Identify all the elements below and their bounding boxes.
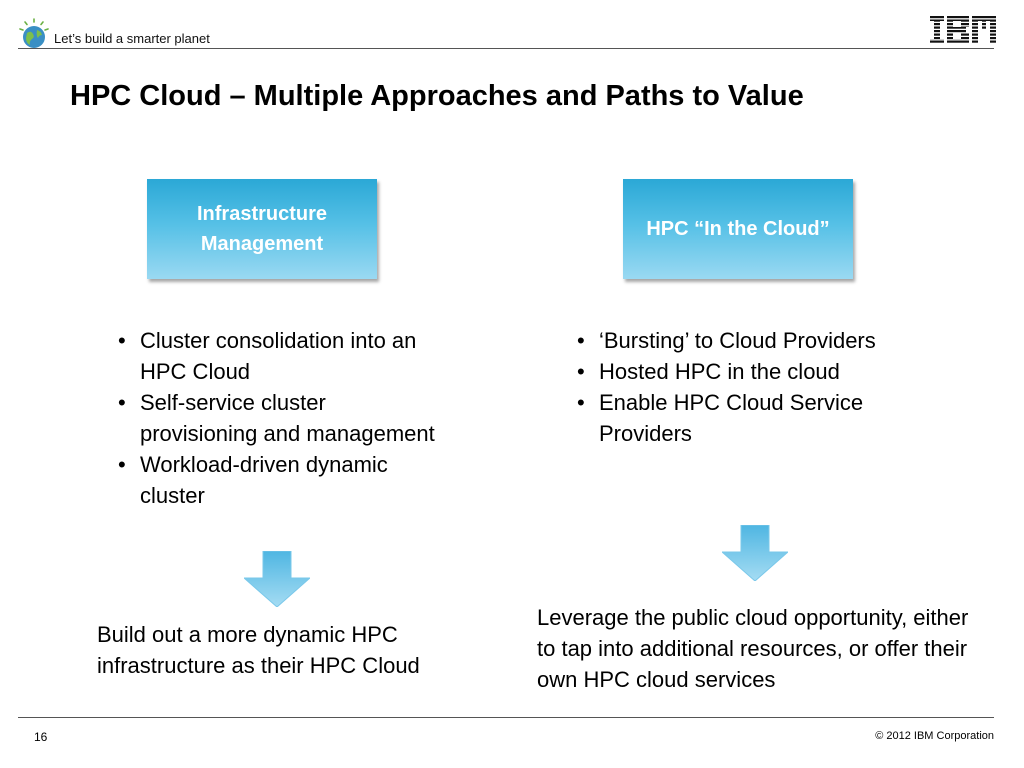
box-label: Infrastructure Management: [196, 203, 328, 255]
list-item: • Cluster consolidation into an HPC Cloud: [115, 325, 445, 387]
box-label: HPC “In the Cloud”: [646, 218, 830, 240]
ibm-logo: [930, 16, 996, 44]
right-bullet-list: [574, 325, 954, 449]
list-item: • Hosted HPC in the cloud: [574, 356, 954, 387]
list-item: • ‘Bursting’ to Cloud Providers: [574, 325, 954, 356]
page-title: HPC Cloud – Multiple Approaches and Paths to Value: [70, 80, 804, 112]
hpc-in-the-cloud-box: [623, 179, 853, 279]
infrastructure-management-box: [147, 179, 377, 279]
header-divider: [18, 48, 994, 49]
down-arrow-icon: [722, 525, 788, 581]
copyright: © 2012 IBM Corporation: [875, 730, 994, 742]
footer-divider: [18, 717, 994, 718]
left-bullet-list: [115, 325, 445, 511]
down-arrow-icon: [244, 551, 310, 607]
list-item: • Self-service cluster provisioning and management: [115, 387, 445, 449]
list-item: • Workload-driven dynamic cluster: [115, 449, 445, 511]
smarter-planet-globe-icon: [18, 18, 50, 50]
list-item: • Enable HPC Cloud Service Providers: [574, 387, 954, 449]
left-outcome-text: Build out a more dynamic HPC infrastructure as their HPC Cloud: [97, 622, 420, 678]
right-outcome-text: Leverage the public cloud opportunity, either to tap into additional resources, or offer their own HPC cloud services: [537, 605, 969, 692]
page-number: 16: [34, 730, 48, 744]
tagline: Let’s build a smarter planet: [54, 31, 210, 46]
